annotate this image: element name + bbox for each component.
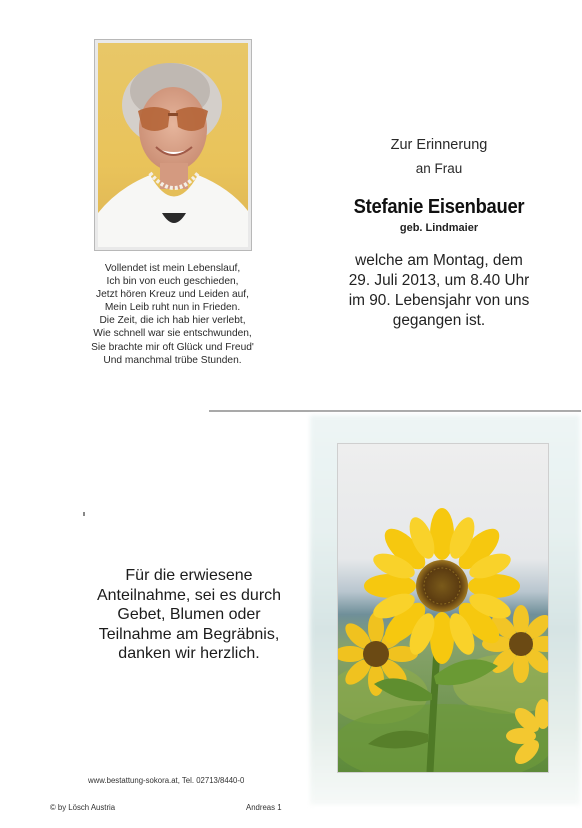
poem-line: Die Zeit, die ich hab hier verlebt, [99, 315, 246, 327]
passing-line: 29. Juli 2013, um 8.40 Uhr [348, 272, 530, 289]
poem-line: Ich bin von euch geschieden, [106, 276, 239, 288]
poem-line: Vollendet ist mein Lebenslauf, [104, 263, 241, 274]
passing-notice [330, 251, 548, 331]
maiden-name: geb. Lindmaier [399, 222, 479, 234]
passing-line: im 90. Lebensjahr von uns [348, 292, 530, 309]
passing-line: gegangen ist. [392, 312, 486, 329]
poem-line: Mein Leib ruht nun in Frieden. [104, 302, 241, 314]
poem-line: Und manchmal trübe Stunden. [103, 354, 242, 366]
honorific: an Frau [415, 161, 463, 176]
deceased-name: Stefanie Eisenbauer [353, 196, 525, 218]
thanks-line: danken wir herzlich. [118, 645, 260, 662]
portrait-photo-frame [94, 39, 252, 251]
sunflower-photo [337, 443, 549, 773]
poem-line: Jetzt hören Kreuz und Leiden auf, [96, 289, 249, 301]
print-code: Andreas 1 [246, 803, 282, 812]
thanks-line: Gebet, Blumen oder [117, 606, 261, 623]
remembrance-heading: Zur Erinnerung [390, 137, 488, 153]
thanks-line: Teilnahme am Begräbnis, [98, 625, 280, 643]
scan-speck [83, 512, 85, 516]
thanks-message [80, 566, 298, 664]
portrait-photo [98, 43, 248, 247]
poem [70, 262, 275, 367]
fold-line [209, 410, 581, 412]
poem-line: Wie schnell war sie entschwunden, [93, 328, 252, 340]
poem-line: Sie brachte mir oft Glück und Freud' [91, 341, 254, 353]
thanks-line: Für die erwiesene [125, 567, 253, 584]
funeral-home-contact: www.bestattung-sokora.at, Tel. 02713/8440-0 [88, 776, 245, 785]
thanks-line: Anteilnahme, sei es durch [96, 586, 282, 604]
passing-line: welche am Montag, dem [355, 252, 523, 269]
copyright-notice: © by Lösch Austria [50, 803, 116, 812]
